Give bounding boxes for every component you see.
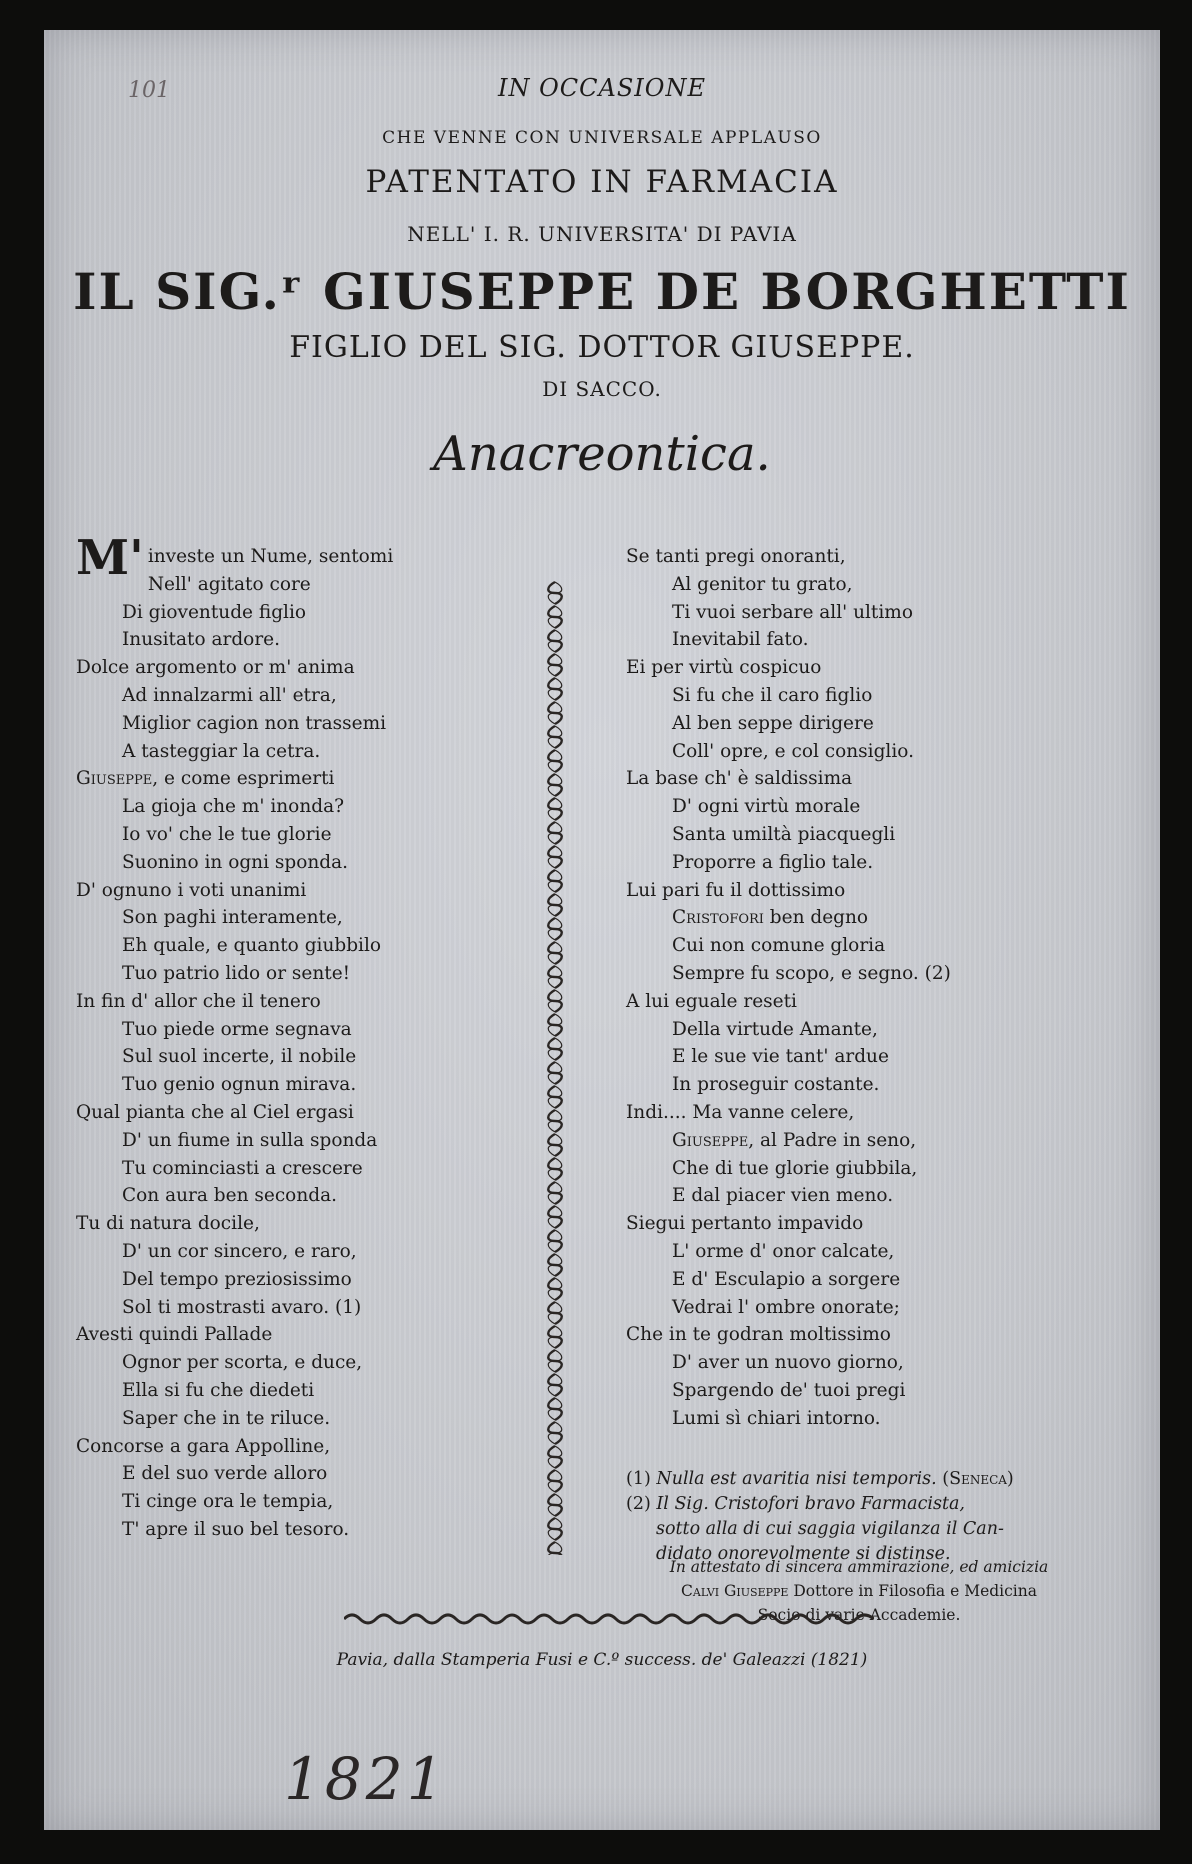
poem-right-column	[626, 543, 1126, 1433]
honoree-father: FIGLIO DEL SIG. DOTTOR GIUSEPPE.	[289, 330, 915, 365]
poem-left-verse-line: Eh quale, e quanto giubbilo	[122, 935, 382, 957]
poem-right-verse-line: Ei per virtù cospicuo	[626, 657, 822, 679]
printer-imprint: Pavia, dalla Stamperia Fusi e C.º success. de' Galeazzi (1821)	[336, 1650, 868, 1670]
poem-left-verse-line: Sul suol incerte, il nobile	[122, 1046, 357, 1068]
poem-left-verse-line: Del tempo preziosissimo	[122, 1268, 352, 1290]
poem-left-verse-line: Son paghi interamente,	[122, 907, 343, 929]
dedication-line1: In attestato di sincera ammirazione, ed amicizia	[669, 1558, 1049, 1576]
footnote-1-mark: (1)	[626, 1469, 651, 1489]
poem-left-verse-line: Suonino in ogni sponda.	[122, 851, 349, 873]
poem-left-column	[76, 530, 536, 1544]
poem-right-verse-line: E d' Esculapio a sorgere	[672, 1268, 901, 1290]
poem-right-verse-line: Lui pari fu il dottissimo	[626, 879, 846, 901]
poem-right-verse-line: Cui non comune gloria	[672, 935, 886, 957]
poem-left-verse-line: Ad innalzarmi all' etra,	[122, 684, 337, 706]
archive-mark: 101	[128, 78, 170, 103]
poem-right-verse-line: Giuseppe, al Padre in seno,	[672, 1129, 917, 1151]
poem-right-verse-line: D' aver un nuovo giorno,	[672, 1352, 904, 1374]
poem-left-verse-line: Tuo genio ognun mirava.	[122, 1074, 357, 1096]
poem-left-verse-line: Ella si fu che diedeti	[122, 1379, 315, 1401]
poem-first-line-text: investe un Nume, sentomi	[147, 546, 394, 567]
header-line-applause: CHE VENNE CON UNIVERSALE APPLAUSO	[382, 128, 822, 148]
decorative-wave-rule	[344, 1610, 874, 1628]
poem-left-verse-line: A tasteggiar la cetra.	[122, 740, 321, 762]
footnote-2-mark: (2)	[626, 1494, 651, 1514]
poem-left-verse-line: Concorse a gara Appolline,	[76, 1435, 331, 1457]
poem-right-verse-line: Che in te godran moltissimo	[626, 1324, 891, 1346]
poem-right-verse-line: L' orme d' onor calcate,	[672, 1240, 895, 1262]
footnote-1-source: (Seneca)	[942, 1469, 1014, 1489]
dedication-author: Calvi Giuseppe	[681, 1582, 789, 1600]
poem-right-verse-line: E le sue vie tant' ardue	[672, 1046, 889, 1068]
dedication-line3: Socio di varie Accademie.	[757, 1606, 961, 1624]
poem-left-verse-line: D' un fiume in sulla sponda	[122, 1129, 378, 1151]
poem-right-verse-line: Proporre a figlio tale.	[672, 851, 874, 873]
poem-left-verse-line: La gioja che m' inonda?	[122, 796, 345, 818]
handwritten-year: 1821	[284, 1745, 448, 1813]
footnote-2-line2: sotto alla di cui saggia vigilanza il Can-	[656, 1519, 1004, 1539]
poem-left-lines	[76, 571, 536, 1544]
poem-left-verse-line: Tuo patrio lido or sente!	[122, 962, 351, 984]
poem-left-verse-line: E del suo verde alloro	[122, 1463, 328, 1485]
poem-left-verse-line: Tuo piede orme segnava	[122, 1018, 352, 1040]
poem-right-verse-line: A lui eguale reseti	[626, 990, 797, 1012]
footnote-2	[626, 1492, 1126, 1517]
poem-left-verse-line: In fin d' allor che il tenero	[76, 990, 321, 1012]
poem-right-verse-line: Coll' opre, e col consiglio.	[672, 740, 914, 762]
poem-left-verse-line: Avesti quindi Pallade	[76, 1324, 273, 1346]
poem-left-verse-line: Di gioventude figlio	[122, 601, 307, 623]
poem-right-verse-line: D' ogni virtù morale	[672, 796, 861, 818]
poem-right-verse-line: Al genitor tu grato,	[672, 573, 853, 595]
poem-right-verse-line: Ti vuoi serbare all' ultimo	[672, 601, 913, 623]
header-line-occasion: IN OCCASIONE	[498, 74, 706, 102]
poem-left-verse-line: Ti cinge ora le tempia,	[122, 1491, 334, 1513]
poem-left-verse-line: Miglior cagion non trassemi	[122, 712, 387, 734]
poem-left-verse-line: D' un cor sincero, e raro,	[122, 1240, 357, 1262]
header-line-pharmacy: PATENTATO IN FARMACIA	[365, 164, 839, 200]
footnote-2-line3: didato onorevolmente si distinse.	[656, 1544, 951, 1564]
poem-right-verse-line: Lumi sì chiari intorno.	[672, 1407, 881, 1429]
footnote-2-line1: Il Sig. Cristofori bravo Farmacista,	[656, 1494, 965, 1514]
poem-right-verse-line: Se tanti pregi onoranti,	[626, 546, 846, 567]
poem-right-verse-line: Cristofori ben degno	[672, 907, 869, 929]
footnote-1	[626, 1467, 1126, 1492]
poem-left-verse-line: Tu di natura docile,	[76, 1213, 260, 1235]
poem-right-verse-line: E dal piacer vien meno.	[672, 1185, 894, 1207]
honoree-name: IL SIG.ʳ GIUSEPPE DE BORGHETTI	[73, 262, 1131, 321]
poem-right-verse-line: La base ch' è saldissima	[626, 768, 853, 790]
poem-right-verse-line: Siegui pertanto impavido	[626, 1213, 864, 1235]
poem-left-verse-line: Ognor per scorta, e duce,	[122, 1352, 363, 1374]
dedication-credentials: Dottore in Filosofia e Medicina	[793, 1582, 1037, 1600]
poem-left-verse-line: Tu cominciasti a crescere	[122, 1157, 363, 1179]
dropcap: M'	[76, 530, 144, 586]
poem-right-verse-line: Che di tue glorie giubbila,	[672, 1157, 918, 1179]
poem-left-verse-line: Io vo' che le tue glorie	[122, 823, 332, 845]
ornamental-column-rule	[544, 581, 566, 1555]
poem-right-verse-line: Della virtude Amante,	[672, 1018, 878, 1040]
poem-left-verse-line: Giuseppe, e come esprimerti	[76, 768, 335, 790]
poem-left-verse-line: Dolce argomento or m' anima	[76, 657, 355, 679]
poem-right-verse-line: Si fu che il caro figlio	[672, 684, 873, 706]
poem-right-verse-line: Inevitabil fato.	[672, 629, 809, 651]
broadside-sheet	[44, 30, 1160, 1830]
poem-left-verse-line: Con aura ben seconda.	[122, 1185, 337, 1207]
poem-left-verse-line: Saper che in te riluce.	[122, 1407, 331, 1429]
poem-title: Anacreontica.	[433, 426, 771, 482]
poem-right-verse-line: Santa umiltà piacquegli	[672, 823, 896, 845]
poem-left-verse-line: Sol ti mostrasti avaro. (1)	[122, 1296, 362, 1318]
poem-right-verse-line: Al ben seppe dirigere	[672, 712, 874, 734]
poem-left-verse-line: Inusitato ardore.	[122, 629, 280, 651]
poem-right-verse-line: Vedrai l' ombre onorate;	[672, 1296, 900, 1318]
poem-left-verse-line: T' apre il suo bel tesoro.	[122, 1518, 350, 1540]
footnote-1-text: Nulla est avaritia nisi temporis.	[656, 1469, 937, 1489]
dedication-line2	[604, 1579, 1114, 1603]
poem-left-verse-line: D' ognuno i voti unanimi	[76, 879, 307, 901]
poem-right-verse-line: Spargendo de' tuoi pregi	[672, 1379, 906, 1401]
poem-left-verse-line: Nell' agitato core	[147, 573, 311, 595]
poem-left-verse-line: Qual pianta che al Ciel ergasi	[76, 1101, 354, 1123]
poem-right-verse-line: In proseguir costante.	[672, 1074, 880, 1096]
footnotes	[626, 1467, 1126, 1567]
poem-right-verse-line: Sempre fu scopo, e segno. (2)	[672, 962, 951, 984]
honoree-origin: DI SACCO.	[542, 377, 662, 401]
header-line-university: NELL' I. R. UNIVERSITA' DI PAVIA	[407, 222, 797, 246]
poem-right-verse-line: Indi.... Ma vanne celere,	[626, 1101, 855, 1123]
poem-right-lines	[626, 543, 1126, 1433]
